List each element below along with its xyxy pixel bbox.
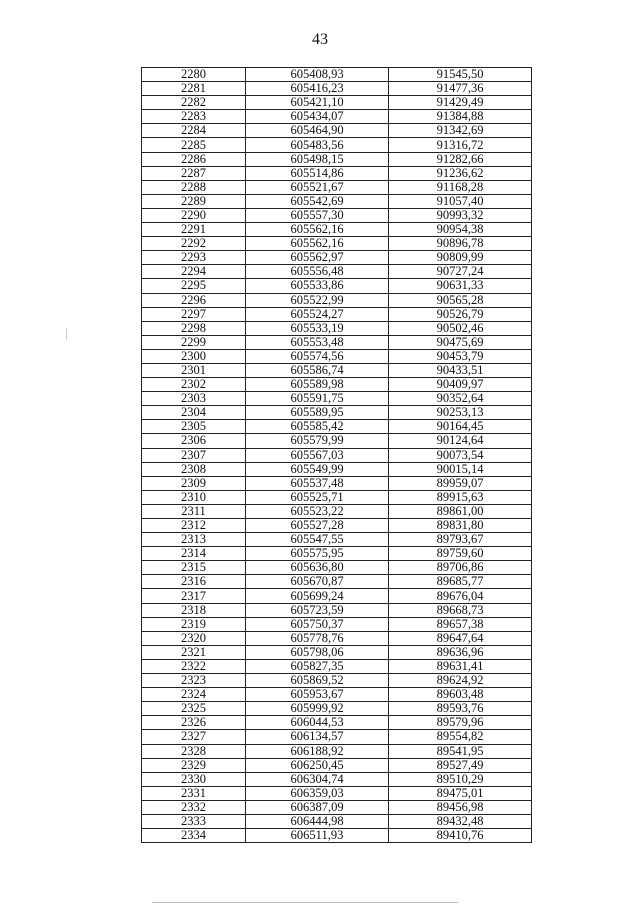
point-number-cell: 2298	[142, 321, 246, 335]
table-row	[142, 730, 532, 744]
y-coordinate-cell: 89759,60	[389, 547, 532, 561]
y-coordinate-cell: 89668,73	[389, 603, 532, 617]
y-coordinate-cell: 89636,96	[389, 645, 532, 659]
y-coordinate-cell: 90409,97	[389, 378, 532, 392]
y-coordinate-cell: 89456,98	[389, 800, 532, 814]
point-number-cell: 2316	[142, 575, 246, 589]
point-number-cell: 2329	[142, 758, 246, 772]
x-coordinate-cell: 605522,99	[246, 293, 389, 307]
point-number-cell: 2315	[142, 561, 246, 575]
y-coordinate-cell: 89527,49	[389, 758, 532, 772]
x-coordinate-cell: 605557,30	[246, 208, 389, 222]
point-number-cell: 2311	[142, 504, 246, 518]
point-number-cell: 2299	[142, 335, 246, 349]
table-row	[142, 208, 532, 222]
table-row	[142, 800, 532, 814]
table-row	[142, 659, 532, 673]
point-number-cell: 2318	[142, 603, 246, 617]
x-coordinate-cell: 605579,99	[246, 434, 389, 448]
y-coordinate-cell: 89685,77	[389, 575, 532, 589]
y-coordinate-cell: 89432,48	[389, 814, 532, 828]
point-number-cell: 2281	[142, 82, 246, 96]
y-coordinate-cell: 89676,04	[389, 589, 532, 603]
y-coordinate-cell: 90896,78	[389, 237, 532, 251]
table-row	[142, 392, 532, 406]
table-row	[142, 82, 532, 96]
y-coordinate-cell: 89915,63	[389, 490, 532, 504]
point-number-cell: 2286	[142, 152, 246, 166]
y-coordinate-cell: 90164,45	[389, 420, 532, 434]
table-row	[142, 363, 532, 377]
y-coordinate-cell: 90526,79	[389, 307, 532, 321]
x-coordinate-cell: 605553,48	[246, 335, 389, 349]
y-coordinate-cell: 91236,62	[389, 166, 532, 180]
x-coordinate-cell: 605589,98	[246, 378, 389, 392]
point-number-cell: 2306	[142, 434, 246, 448]
point-number-cell: 2304	[142, 406, 246, 420]
y-coordinate-cell: 90954,38	[389, 223, 532, 237]
table-row	[142, 814, 532, 828]
y-coordinate-cell: 89657,38	[389, 617, 532, 631]
x-coordinate-cell: 605567,03	[246, 448, 389, 462]
x-coordinate-cell: 605483,56	[246, 138, 389, 152]
table-row	[142, 378, 532, 392]
x-coordinate-cell: 605574,56	[246, 349, 389, 363]
point-number-cell: 2333	[142, 814, 246, 828]
y-coordinate-cell: 90352,64	[389, 392, 532, 406]
table-row	[142, 96, 532, 110]
y-coordinate-cell: 89603,48	[389, 688, 532, 702]
table-row	[142, 519, 532, 533]
y-coordinate-cell: 90433,51	[389, 363, 532, 377]
point-number-cell: 2307	[142, 448, 246, 462]
x-coordinate-cell: 605586,74	[246, 363, 389, 377]
y-coordinate-cell: 90993,32	[389, 208, 532, 222]
point-number-cell: 2305	[142, 420, 246, 434]
point-number-cell: 2303	[142, 392, 246, 406]
y-coordinate-cell: 91545,50	[389, 68, 532, 82]
table-row	[142, 166, 532, 180]
table-row	[142, 223, 532, 237]
table-row	[142, 561, 532, 575]
x-coordinate-cell: 605953,67	[246, 688, 389, 702]
x-coordinate-cell: 606044,53	[246, 716, 389, 730]
point-number-cell: 2334	[142, 829, 246, 843]
table-row	[142, 180, 532, 194]
y-coordinate-cell: 89579,96	[389, 716, 532, 730]
point-number-cell: 2321	[142, 645, 246, 659]
point-number-cell: 2328	[142, 744, 246, 758]
x-coordinate-cell: 605416,23	[246, 82, 389, 96]
y-coordinate-cell: 90453,79	[389, 349, 532, 363]
point-number-cell: 2297	[142, 307, 246, 321]
table-row	[142, 265, 532, 279]
point-number-cell: 2319	[142, 617, 246, 631]
table-row	[142, 758, 532, 772]
x-coordinate-cell: 606250,45	[246, 758, 389, 772]
table-row	[142, 772, 532, 786]
point-number-cell: 2312	[142, 519, 246, 533]
y-coordinate-cell: 89554,82	[389, 730, 532, 744]
point-number-cell: 2283	[142, 110, 246, 124]
x-coordinate-cell: 605525,71	[246, 490, 389, 504]
table-row	[142, 293, 532, 307]
point-number-cell: 2300	[142, 349, 246, 363]
y-coordinate-cell: 89541,95	[389, 744, 532, 758]
point-number-cell: 2282	[142, 96, 246, 110]
table-row	[142, 603, 532, 617]
table-row	[142, 547, 532, 561]
point-number-cell: 2308	[142, 462, 246, 476]
point-number-cell: 2285	[142, 138, 246, 152]
y-coordinate-cell: 90565,28	[389, 293, 532, 307]
point-number-cell: 2284	[142, 124, 246, 138]
table-row	[142, 490, 532, 504]
x-coordinate-cell: 605421,10	[246, 96, 389, 110]
table-row	[142, 349, 532, 363]
x-coordinate-cell: 605523,22	[246, 504, 389, 518]
y-coordinate-cell: 90073,54	[389, 448, 532, 462]
point-number-cell: 2332	[142, 800, 246, 814]
x-coordinate-cell: 605562,97	[246, 251, 389, 265]
table-row	[142, 68, 532, 82]
point-number-cell: 2331	[142, 786, 246, 800]
point-number-cell: 2320	[142, 631, 246, 645]
x-coordinate-cell: 605575,95	[246, 547, 389, 561]
x-coordinate-cell: 605562,16	[246, 237, 389, 251]
x-coordinate-cell: 606134,57	[246, 730, 389, 744]
table-row	[142, 617, 532, 631]
point-number-cell: 2317	[142, 589, 246, 603]
y-coordinate-cell: 91057,40	[389, 194, 532, 208]
x-coordinate-cell: 605498,15	[246, 152, 389, 166]
point-number-cell: 2280	[142, 68, 246, 82]
x-coordinate-cell: 605549,99	[246, 462, 389, 476]
y-coordinate-cell: 89831,80	[389, 519, 532, 533]
y-coordinate-cell: 89593,76	[389, 702, 532, 716]
x-coordinate-cell: 605778,76	[246, 631, 389, 645]
x-coordinate-cell: 605527,28	[246, 519, 389, 533]
y-coordinate-cell: 90727,24	[389, 265, 532, 279]
table-row	[142, 194, 532, 208]
point-number-cell: 2310	[142, 490, 246, 504]
table-row	[142, 476, 532, 490]
table-row	[142, 110, 532, 124]
point-number-cell: 2288	[142, 180, 246, 194]
x-coordinate-cell: 606511,93	[246, 829, 389, 843]
y-coordinate-cell: 90809,99	[389, 251, 532, 265]
x-coordinate-cell: 605723,59	[246, 603, 389, 617]
x-coordinate-cell: 605869,52	[246, 674, 389, 688]
x-coordinate-cell: 605699,24	[246, 589, 389, 603]
y-coordinate-cell: 90253,13	[389, 406, 532, 420]
point-number-cell: 2309	[142, 476, 246, 490]
x-coordinate-cell: 605670,87	[246, 575, 389, 589]
x-coordinate-cell: 605542,69	[246, 194, 389, 208]
x-coordinate-cell: 606387,09	[246, 800, 389, 814]
y-coordinate-cell: 90015,14	[389, 462, 532, 476]
coordinates-table-body	[142, 68, 532, 843]
x-coordinate-cell: 605591,75	[246, 392, 389, 406]
x-coordinate-cell: 606304,74	[246, 772, 389, 786]
point-number-cell: 2293	[142, 251, 246, 265]
x-coordinate-cell: 605464,90	[246, 124, 389, 138]
table-row	[142, 533, 532, 547]
x-coordinate-cell: 605585,42	[246, 420, 389, 434]
x-coordinate-cell: 606444,98	[246, 814, 389, 828]
y-coordinate-cell: 91168,28	[389, 180, 532, 194]
point-number-cell: 2296	[142, 293, 246, 307]
x-coordinate-cell: 605533,86	[246, 279, 389, 293]
x-coordinate-cell: 605537,48	[246, 476, 389, 490]
x-coordinate-cell: 606359,03	[246, 786, 389, 800]
y-coordinate-cell: 91282,66	[389, 152, 532, 166]
table-row	[142, 589, 532, 603]
x-coordinate-cell: 605999,92	[246, 702, 389, 716]
x-coordinate-cell: 605521,67	[246, 180, 389, 194]
x-coordinate-cell: 605514,86	[246, 166, 389, 180]
y-coordinate-cell: 90475,69	[389, 335, 532, 349]
y-coordinate-cell: 89624,92	[389, 674, 532, 688]
y-coordinate-cell: 89475,01	[389, 786, 532, 800]
y-coordinate-cell: 90502,46	[389, 321, 532, 335]
scan-edge-mark	[66, 328, 67, 340]
table-row	[142, 307, 532, 321]
y-coordinate-cell: 89793,67	[389, 533, 532, 547]
point-number-cell: 2292	[142, 237, 246, 251]
x-coordinate-cell: 605798,06	[246, 645, 389, 659]
x-coordinate-cell: 605533,19	[246, 321, 389, 335]
table-row	[142, 462, 532, 476]
point-number-cell: 2289	[142, 194, 246, 208]
point-number-cell: 2294	[142, 265, 246, 279]
x-coordinate-cell: 605408,93	[246, 68, 389, 82]
table-row	[142, 152, 532, 166]
page-number: 43	[312, 31, 328, 48]
point-number-cell: 2325	[142, 702, 246, 716]
y-coordinate-cell: 89959,07	[389, 476, 532, 490]
table-row	[142, 674, 532, 688]
x-coordinate-cell: 605636,80	[246, 561, 389, 575]
point-number-cell: 2326	[142, 716, 246, 730]
y-coordinate-cell: 89410,76	[389, 829, 532, 843]
point-number-cell: 2314	[142, 547, 246, 561]
table-row	[142, 786, 532, 800]
table-row	[142, 406, 532, 420]
y-coordinate-cell: 91384,88	[389, 110, 532, 124]
point-number-cell: 2302	[142, 378, 246, 392]
x-coordinate-cell: 605434,07	[246, 110, 389, 124]
bottom-rule	[152, 902, 458, 903]
table-row	[142, 504, 532, 518]
table-row	[142, 321, 532, 335]
y-coordinate-cell: 91342,69	[389, 124, 532, 138]
x-coordinate-cell: 605589,95	[246, 406, 389, 420]
table-row	[142, 124, 532, 138]
table-row	[142, 420, 532, 434]
y-coordinate-cell: 91477,36	[389, 82, 532, 96]
y-coordinate-cell: 89647,64	[389, 631, 532, 645]
y-coordinate-cell: 89861,00	[389, 504, 532, 518]
x-coordinate-cell: 605524,27	[246, 307, 389, 321]
point-number-cell: 2330	[142, 772, 246, 786]
point-number-cell: 2287	[142, 166, 246, 180]
table-row	[142, 279, 532, 293]
table-row	[142, 434, 532, 448]
x-coordinate-cell: 605750,37	[246, 617, 389, 631]
y-coordinate-cell: 89510,29	[389, 772, 532, 786]
y-coordinate-cell: 91316,72	[389, 138, 532, 152]
point-number-cell: 2290	[142, 208, 246, 222]
table-row	[142, 744, 532, 758]
table-row	[142, 237, 532, 251]
table-row	[142, 575, 532, 589]
table-row	[142, 631, 532, 645]
y-coordinate-cell: 89706,86	[389, 561, 532, 575]
point-number-cell: 2323	[142, 674, 246, 688]
table-row	[142, 716, 532, 730]
point-number-cell: 2322	[142, 659, 246, 673]
table-row	[142, 645, 532, 659]
table-row	[142, 138, 532, 152]
y-coordinate-cell: 90631,33	[389, 279, 532, 293]
x-coordinate-cell: 605556,48	[246, 265, 389, 279]
point-number-cell: 2301	[142, 363, 246, 377]
table-row	[142, 702, 532, 716]
table-row	[142, 251, 532, 265]
x-coordinate-cell: 605827,35	[246, 659, 389, 673]
point-number-cell: 2295	[142, 279, 246, 293]
y-coordinate-cell: 90124,64	[389, 434, 532, 448]
table-row	[142, 688, 532, 702]
point-number-cell: 2313	[142, 533, 246, 547]
table-row	[142, 829, 532, 843]
point-number-cell: 2327	[142, 730, 246, 744]
table-row	[142, 335, 532, 349]
point-number-cell: 2324	[142, 688, 246, 702]
table-row	[142, 448, 532, 462]
y-coordinate-cell: 89631,41	[389, 659, 532, 673]
x-coordinate-cell: 605547,55	[246, 533, 389, 547]
coordinates-table	[141, 67, 532, 843]
x-coordinate-cell: 605562,16	[246, 223, 389, 237]
point-number-cell: 2291	[142, 223, 246, 237]
x-coordinate-cell: 606188,92	[246, 744, 389, 758]
y-coordinate-cell: 91429,49	[389, 96, 532, 110]
